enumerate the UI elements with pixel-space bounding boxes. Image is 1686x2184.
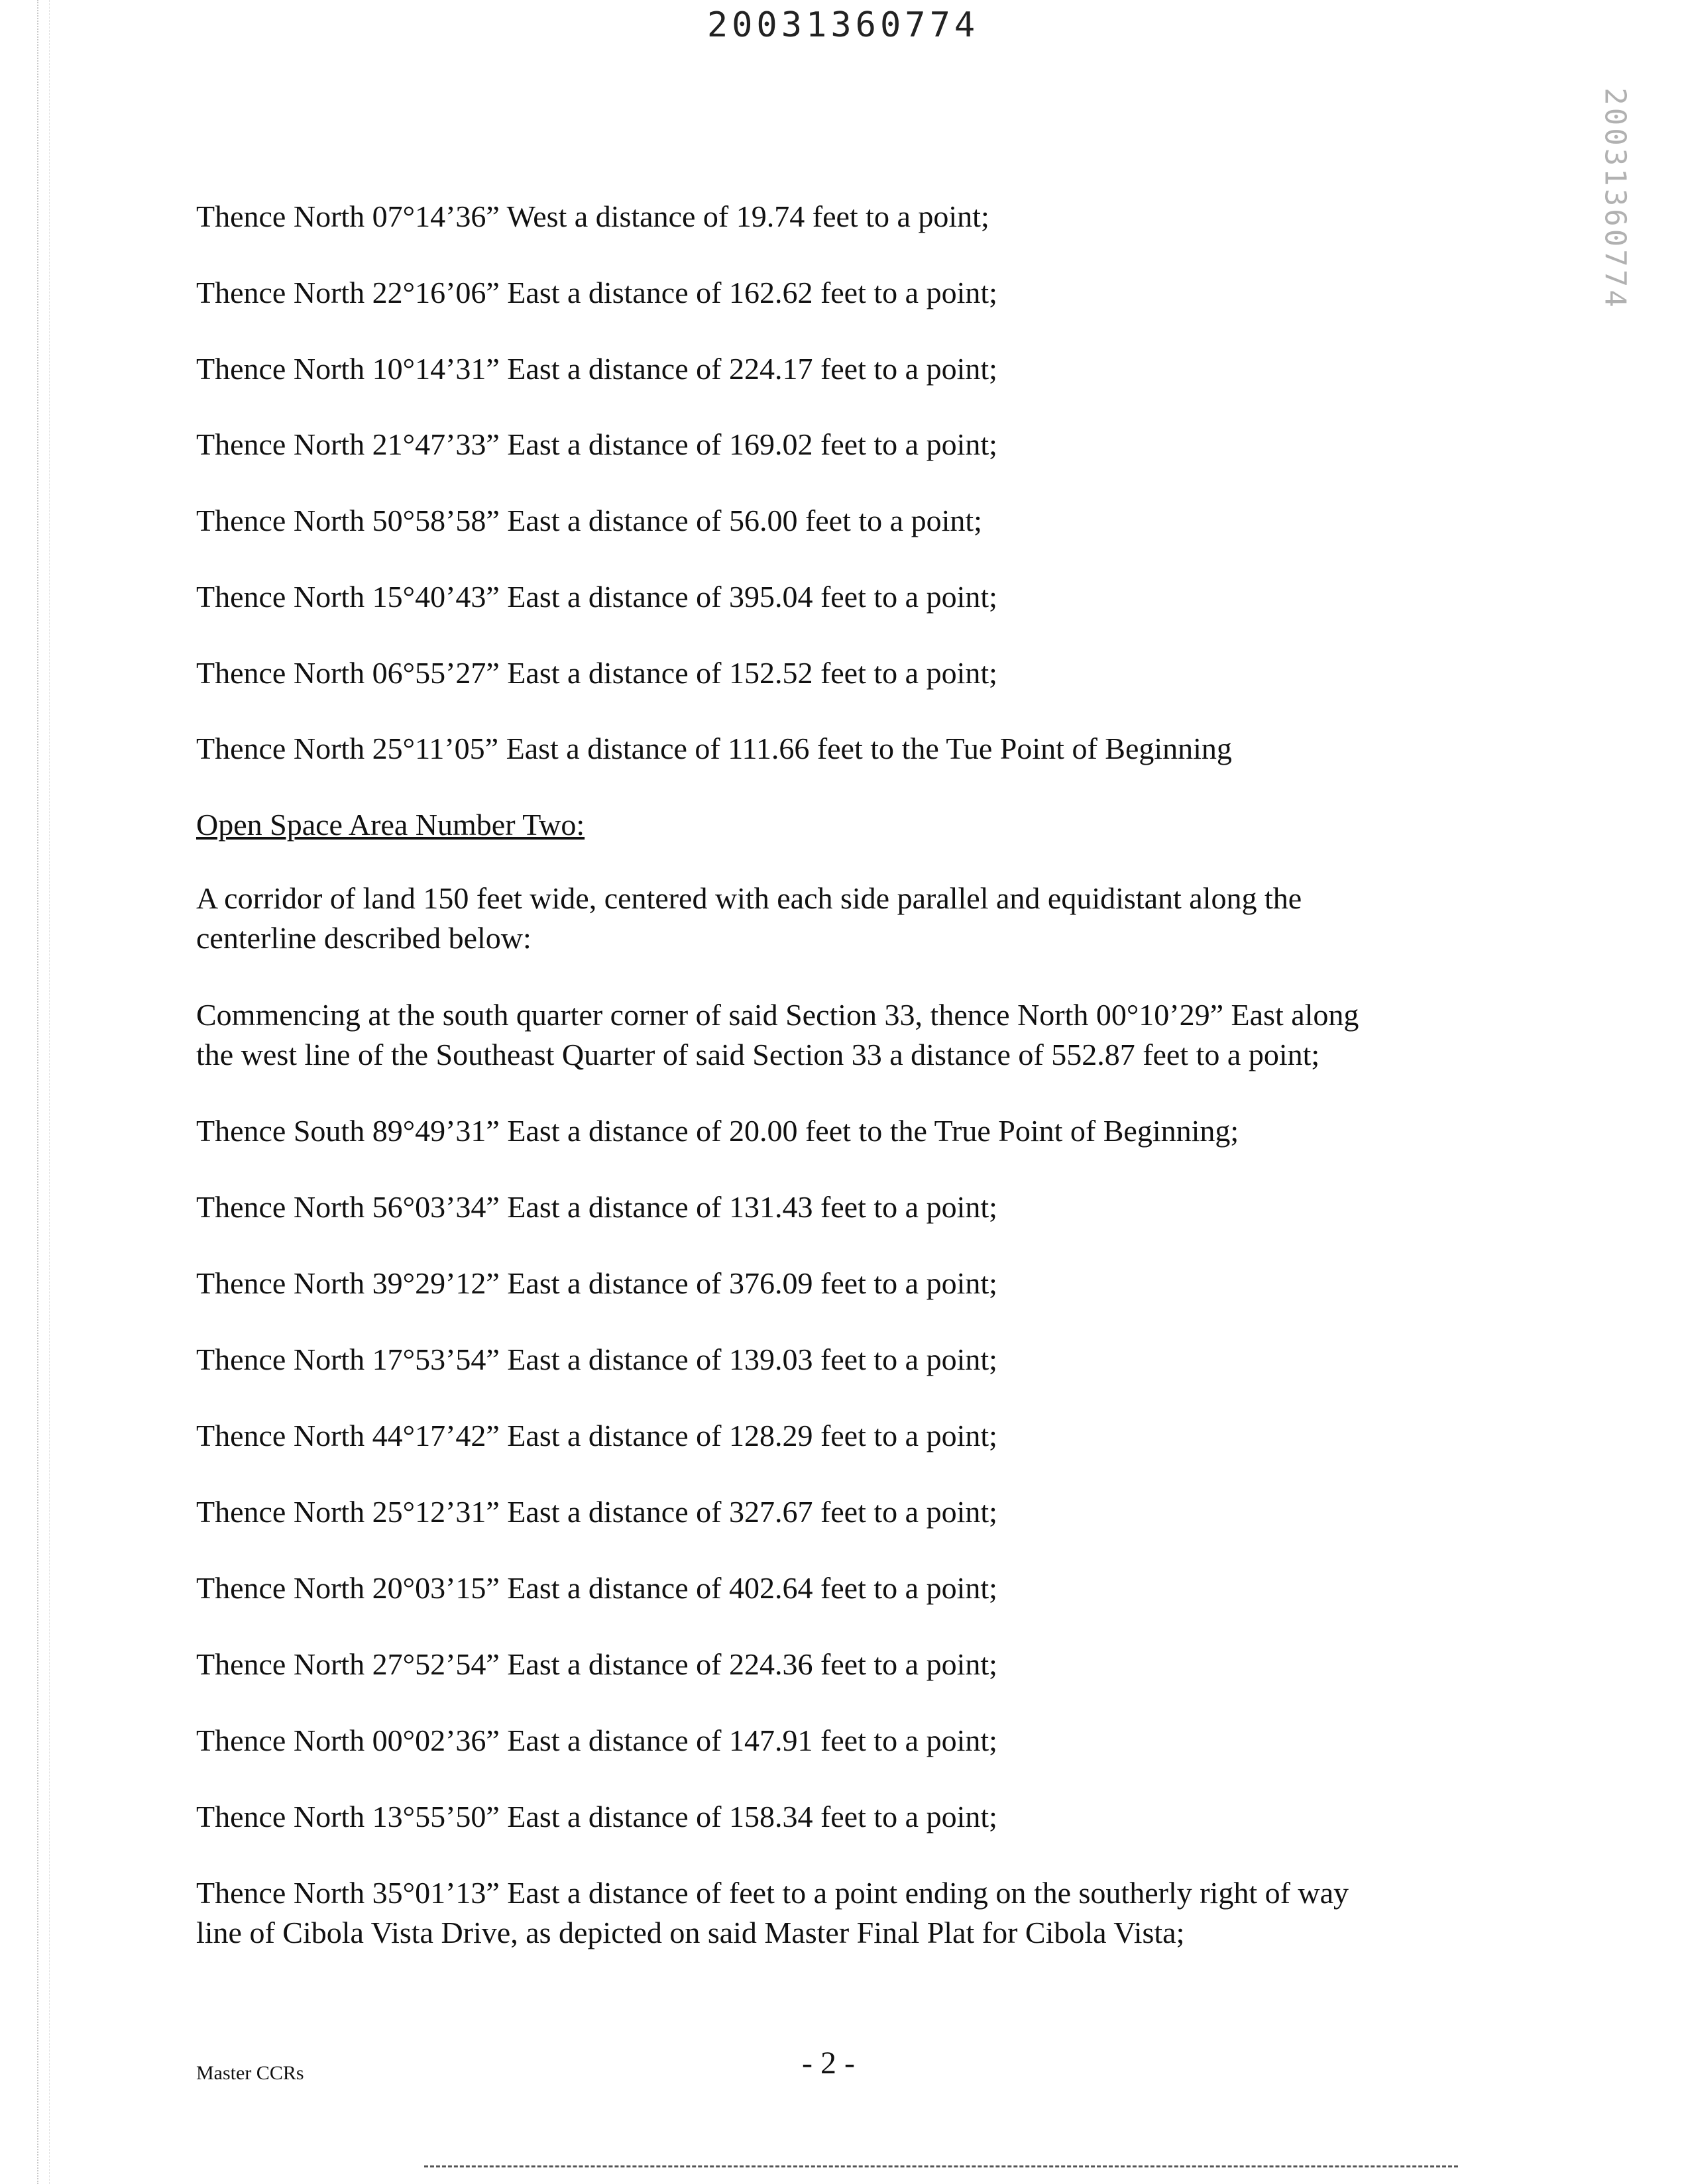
call-line: Thence North 10°14’31” East a distance of 224.17 feet to a point; [196, 352, 997, 386]
call-line: Thence North 06°55’27” East a distance of 152.52 feet to a point; [196, 656, 997, 690]
call-line: Thence North 50°58’58” East a distance of 56.00 feet to a point; [196, 504, 982, 537]
section-heading: Open Space Area Number Two: [196, 808, 585, 842]
bottom-rule [424, 2165, 1458, 2167]
call-line: Thence North 07°14’36” West a distance of 19.74 feet to a point; [196, 199, 989, 233]
call-line: Thence North 25°12’31” East a distance of 327.67 feet to a point; [196, 1495, 997, 1529]
scan-edge-mark-secondary [49, 0, 50, 2184]
call-line: Thence North 21°47’33” East a distance of 169.02 feet to a point; [196, 427, 997, 461]
final-call-line: Thence North 35°01’13” East a distance of feet to a point ending on the southerly right of way [196, 1876, 1349, 1910]
call-line: Thence South 89°49’31” East a distance of 20.00 feet to the True Point of Beginning; [196, 1114, 1239, 1148]
call-line: Thence North 20°03’15” East a distance of 402.64 feet to a point; [196, 1571, 997, 1605]
footer-label: Master CCRs [196, 2062, 304, 2084]
call-line: Thence North 56°03’34” East a distance of 131.43 feet to a point; [196, 1190, 997, 1224]
call-line: Thence North 15°40’43” East a distance of 395.04 feet to a point; [196, 580, 997, 614]
call-line: Thence North 17°53’54” East a distance of 139.03 feet to a point; [196, 1342, 997, 1376]
page-number: - 2 - [802, 2046, 855, 2081]
side-stamp-text: 20031360774 [1598, 87, 1632, 310]
commencing-line: the west line of the Southeast Quarter of said Section 33 a distance of 552.87 feet to a point; [196, 1038, 1320, 1071]
call-line: Thence North 00°02’36” East a distance of 147.91 feet to a point; [196, 1723, 997, 1757]
document-number: 20031360774 [706, 5, 980, 45]
call-line: Thence North 22°16’06” East a distance of 162.62 feet to a point; [196, 276, 997, 309]
commencing-line: Commencing at the south quarter corner of said Section 33, thence North 00°10’29” East along [196, 998, 1359, 1032]
final-call-line: line of Cibola Vista Drive, as depicted on said Master Final Plat for Cibola Vista; [196, 1916, 1185, 1949]
call-line: Thence North 27°52’54” East a distance of 224.36 feet to a point; [196, 1647, 997, 1681]
call-line: Thence North 39°29’12” East a distance of 376.09 feet to a point; [196, 1266, 997, 1300]
call-line: Thence North 13°55’50” East a distance of 158.34 feet to a point; [196, 1800, 997, 1833]
side-stamp [1585, 87, 1645, 310]
intro-line: A corridor of land 150 feet wide, centered with each side parallel and equidistant along the [196, 881, 1302, 915]
intro-line: centerline described below: [196, 921, 532, 955]
call-line: Thence North 44°17’42” East a distance of 128.29 feet to a point; [196, 1419, 997, 1452]
call-line: Thence North 25°11’05” East a distance of 111.66 feet to the Tue Point of Beginning [196, 732, 1232, 765]
scan-edge-mark [37, 0, 38, 2184]
